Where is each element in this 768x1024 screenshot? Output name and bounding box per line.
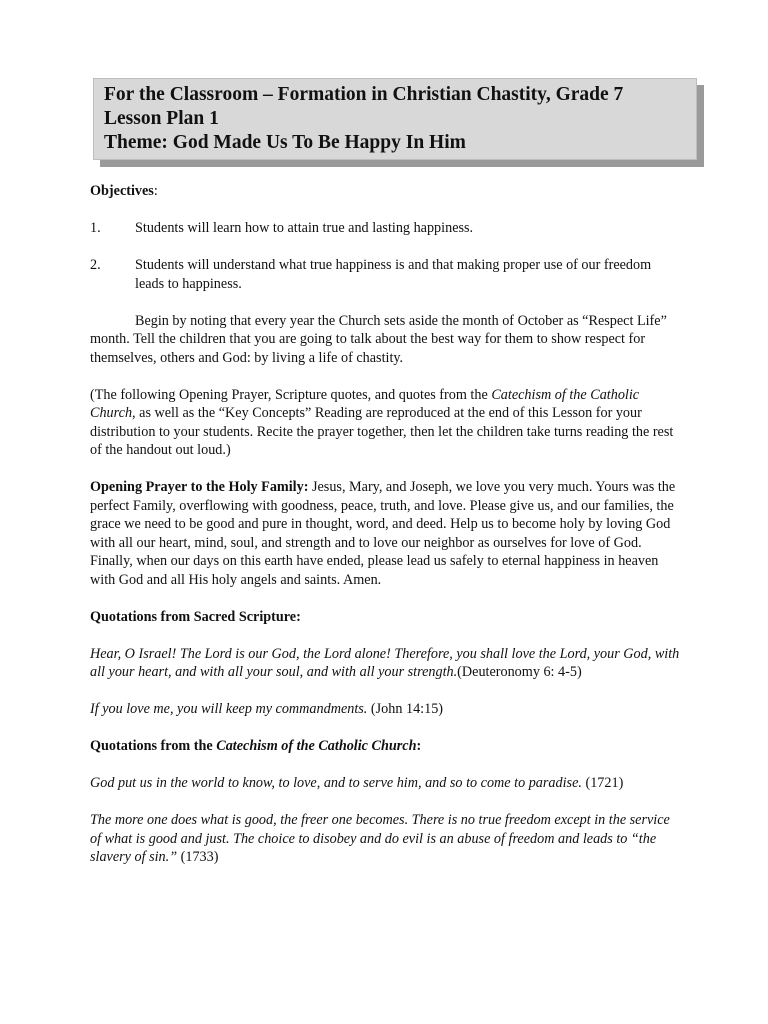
objectives-heading: Objectives:: [90, 183, 158, 199]
objective-number: 2.: [90, 257, 101, 273]
prayer-label: Opening Prayer to the Holy Family:: [90, 479, 309, 495]
prayer-text: Jesus, Mary, and Joseph, we love you very much. Yours was the perfect Family, overflowing with goodness, peace, truth, and love. Please give us, and our families, the grace we need to be good and pure in thought, word, and deed. Help us to become holy by loving God with all our heart, mind, soul, and strength and to love our neighbor as ourselves for love of God. Finally, when our days on this earth have ended, please lead us safely to eternal happiness in heaven with God and all His holy angels and saints. Amen.: [90, 479, 676, 588]
catechism-title: Catechism of the Catholic Church: [90, 386, 640, 421]
catechism-quote: The more one does what is good, the freer one becomes. There is no true freedom except in the service of what is good and just. The choice to disobey and do evil is an abuse of freedom and leads to “the slavery of sin.” (1733): [90, 812, 670, 865]
note-paragraph: (The following Opening Prayer, Scripture quotes, and quotes from the Catechism of the Catholic Church, as well as the “Key Concepts” Reading are reproduced at the end of this Lesson for your distribution to your students. Recite the prayer together, then let the children take turns reading the rest of the handout out loud.): [90, 386, 674, 458]
catechism-quote: God put us in the world to know, to love, and to serve him, and so to come to paradise. (1721): [90, 775, 624, 791]
objective-text: Students will understand what true happiness is and that making proper use of our freedom leads to happiness.: [135, 257, 652, 292]
objective-text: Students will learn how to attain true and lasting happiness.: [135, 220, 474, 236]
header-title: For the Classroom – Formation in Christian Chastity, Grade 7: [104, 84, 624, 105]
catechism-heading: Quotations from the Catechism of the Catholic Church:: [90, 738, 422, 754]
lesson-header: [93, 78, 697, 160]
scripture-quote: If you love me, you will keep my commandments. (John 14:15): [90, 701, 444, 717]
objective-number: 1.: [90, 220, 101, 236]
opening-prayer: [90, 478, 682, 589]
intro-paragraph: Begin by noting that every year the Church sets aside the month of October as “Respect Life” month. Tell the children that you are going to talk about the best way for them to show respect for themselves, others and God: by living a life of chastity.: [90, 312, 667, 366]
header-theme: Theme: God Made Us To Be Happy In Him: [104, 132, 466, 153]
scripture-quote: Hear, O Israel! The Lord is our God, the Lord alone! Therefore, you shall love the Lord, your God, with all your heart, and with all your soul, and with all your strength.(Deuteronomy 6: 4-5): [90, 645, 680, 680]
objective-item: [90, 219, 682, 238]
objective-item: [90, 256, 682, 293]
lesson-body: [90, 182, 682, 867]
scripture-heading: Quotations from Sacred Scripture:: [90, 608, 301, 625]
header-lesson-number: Lesson Plan 1: [104, 108, 219, 129]
